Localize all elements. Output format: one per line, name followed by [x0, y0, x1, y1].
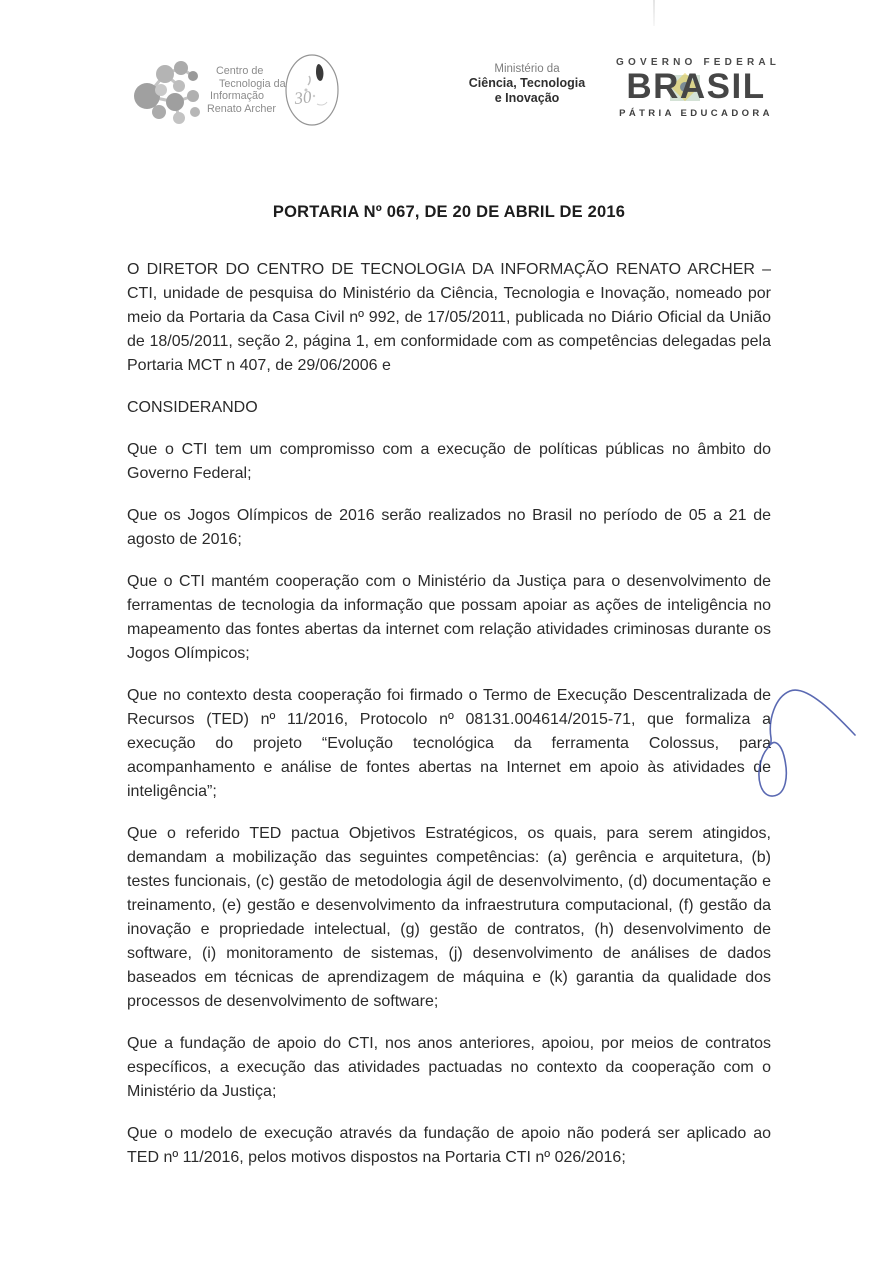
paragraph-compromisso: Que o CTI tem um compromisso com a execução de políticas públicas no âmbito do Governo Federal;: [127, 441, 771, 482]
svg-text:30: 30: [293, 87, 313, 108]
document-title: PORTARIA Nº 067, DE 20 DE ABRIL DE 2016: [272, 203, 626, 221]
ministry-line: e Inovação: [494, 91, 560, 105]
cti-logo-line: Tecnologia da: [219, 77, 286, 90]
ministry-line: Ministério da: [494, 63, 560, 75]
document-body: [127, 203, 771, 1188]
cti-molecule-icon: [131, 56, 201, 126]
patria-educadora-label: PÁTRIA EDUCADORA: [619, 108, 773, 119]
governo-federal-label: GOVERNO FEDERAL: [616, 57, 781, 68]
governo-federal-logo: [616, 57, 781, 119]
handwritten-pen-mark: [752, 680, 862, 815]
ministry-line: Ciência, Tecnologia: [468, 76, 586, 90]
paragraph-cooperacao: Que o CTI mantém cooperação com o Ministério da Justiça para o desenvolvimento de ferramentas de tecnologia da informação que possam apoiar as ações de inteligência no mapeamento das fontes abertas da internet com relação atividades criminosas durante os Jogos Olímpicos;: [127, 573, 771, 662]
cti-logo-line: Renato Archer: [207, 102, 277, 115]
brasil-wordmark: [616, 68, 776, 106]
brasil-label: BRASIL: [626, 67, 766, 106]
paragraph-preamble: O DIRETOR DO CENTRO DE TECNOLOGIA DA INFORMAÇÃO RENATO ARCHER – CTI, unidade de pesquisa do Ministério da Ciência, Tecnologia e Inovação, nomeado por meio da Portaria da Casa Civil nº 992, de 17/05/2011, publicada no Diário Oficial da União de 18/05/2011, seção 2, página 1, em conformidade com as competências delegadas pela Portaria MCT n 407, de 29/06/2006 e: [127, 261, 771, 374]
cti-logo-line: Informação: [210, 90, 265, 102]
paragraph-modelo: Que o modelo de execução através da fundação de apoio não poderá ser aplicado ao TED nº 11/2016, pelos motivos dispostos na Portaria CTI nº 026/2016;: [127, 1125, 771, 1166]
paragraph-ted: Que no contexto desta cooperação foi firmado o Termo de Execução Descentralizada de Recursos (TED) nº 11/2016, Protocolo nº 08131.004614/2015-71, que formaliza a execução do projeto “Evolução tecnológica da ferramenta Colossus, para acompanhamento e análise de fontes abertas na Internet em apoio às atividades de inteligência”;: [127, 687, 771, 800]
paragraph-jogos: Que os Jogos Olímpicos de 2016 serão realizados no Brasil no período de 05 a 21 de agosto de 2016;: [127, 507, 771, 548]
cti-logo-text: [207, 56, 286, 115]
paragraph-competencias: Que o referido TED pactua Objetivos Estratégicos, os quais, para serem atingidos, demandam a mobilização das seguintes competências: (a) gerência e arquitetura, (b) testes funcionais, (c) gestão de metodologia ágil de desenvolvimento, (d) documentação e treinamento, (e) gestão e desenvolvimento da infraestrutura computacional, (f) gestão da inovação e propriedade intelectual, (g) gestão de contratos, (h) desenvolvimento de software, (i) monitoramento de sistemas, (j) desenvolvimento de análises de dados baseados em técnicas de aprendizagem de máquina e (k) garantia da qualidade dos processos de desenvolvimento de software;: [127, 825, 771, 1010]
cti-logo-line: Centro de: [216, 65, 264, 77]
scan-artifact-line: [653, 0, 655, 26]
considerando-heading: CONSIDERANDO: [127, 399, 258, 416]
anniversary-seal-icon: [283, 52, 341, 133]
paragraph-fundacao: Que a fundação de apoio do CTI, nos anos anteriores, apoiou, por meios de contratos específicos, a execução das atividades pactuadas no contexto da cooperação com o Ministério da Justiça;: [127, 1035, 771, 1100]
cti-logo: [131, 56, 286, 126]
ministry-logo: [447, 62, 607, 106]
